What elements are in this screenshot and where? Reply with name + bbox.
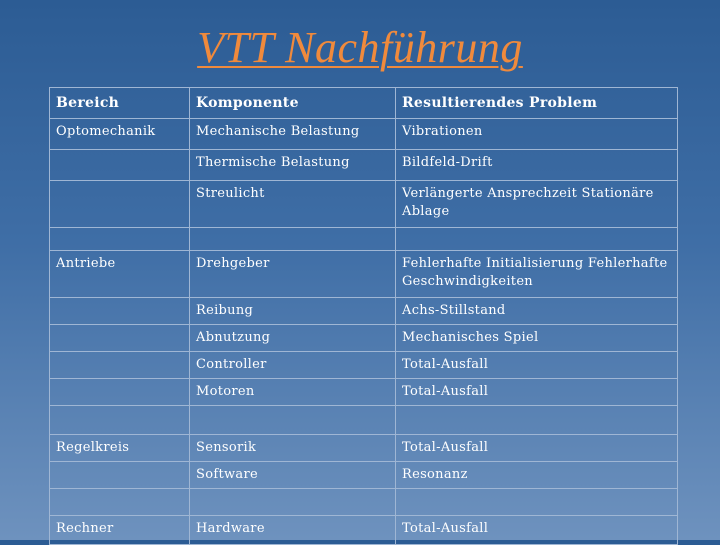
cell-bereich: [50, 406, 190, 435]
cell-bereich: [50, 181, 190, 228]
table-row: [50, 489, 678, 516]
cell-komponente: [190, 406, 396, 435]
cell-komponente: Software: [190, 462, 396, 489]
table-row: [50, 462, 678, 489]
cell-problem: Achs-Stillstand: [396, 298, 678, 325]
header-bereich: Bereich: [50, 88, 190, 119]
table-row: [50, 379, 678, 406]
table-row: [50, 298, 678, 325]
cell-komponente: Hardware: [190, 516, 396, 545]
cell-bereich: [50, 228, 190, 251]
header-komponente: Komponente: [190, 88, 396, 119]
table-row: [50, 228, 678, 251]
cell-problem: Fehlerhafte Initialisierung Fehlerhafte Geschwindigkeiten: [396, 251, 678, 298]
table-row: [50, 150, 678, 181]
cell-bereich: Rechner: [50, 516, 190, 545]
cell-komponente: Reibung: [190, 298, 396, 325]
cell-komponente: [190, 228, 396, 251]
cell-problem: Total-Ausfall: [396, 379, 678, 406]
cell-problem: Total-Ausfall: [396, 516, 678, 545]
cell-bereich: [50, 352, 190, 379]
table-row: [50, 352, 678, 379]
cell-komponente: Streulicht: [190, 181, 396, 228]
cell-bereich: [50, 489, 190, 516]
cell-problem: [396, 489, 678, 516]
cell-bereich: Optomechanik: [50, 119, 190, 150]
cell-komponente: Drehgeber: [190, 251, 396, 298]
cell-problem: Resonanz: [396, 462, 678, 489]
cell-bereich: Antriebe: [50, 251, 190, 298]
cell-bereich: [50, 462, 190, 489]
cell-komponente: [190, 489, 396, 516]
cell-problem: Total-Ausfall: [396, 435, 678, 462]
table-row: [50, 325, 678, 352]
cell-komponente: Thermische Belastung: [190, 150, 396, 181]
cell-komponente: Abnutzung: [190, 325, 396, 352]
problem-table: [49, 87, 678, 545]
table-row: [50, 516, 678, 545]
cell-bereich: [50, 379, 190, 406]
table-row: [50, 251, 678, 298]
cell-komponente: Motoren: [190, 379, 396, 406]
cell-problem: Mechanisches Spiel: [396, 325, 678, 352]
table-header-row: [50, 88, 678, 119]
cell-komponente: Sensorik: [190, 435, 396, 462]
cell-problem: Vibrationen: [396, 119, 678, 150]
header-problem: Resultierendes Problem: [396, 88, 678, 119]
cell-bereich: Regelkreis: [50, 435, 190, 462]
cell-problem: [396, 406, 678, 435]
cell-bereich: [50, 150, 190, 181]
table-row: [50, 119, 678, 150]
cell-problem: Bildfeld-Drift: [396, 150, 678, 181]
cell-problem: Verlängerte Ansprechzeit Stationäre Ablage: [396, 181, 678, 228]
table-row: [50, 406, 678, 435]
cell-komponente: Controller: [190, 352, 396, 379]
slide-title: VTT Nachführung: [197, 23, 523, 72]
table-row: [50, 181, 678, 228]
cell-komponente: Mechanische Belastung: [190, 119, 396, 150]
cell-bereich: [50, 325, 190, 352]
table-row: [50, 435, 678, 462]
cell-problem: Total-Ausfall: [396, 352, 678, 379]
cell-bereich: [50, 298, 190, 325]
cell-problem: [396, 228, 678, 251]
